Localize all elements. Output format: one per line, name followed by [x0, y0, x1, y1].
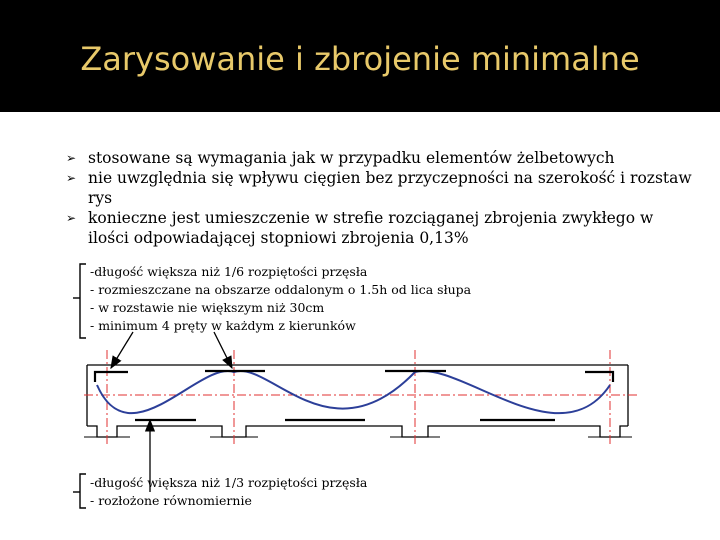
leader-arrow [111, 332, 133, 368]
note-line: - rozłożone równomiernie [90, 493, 252, 508]
arrowhead-bullet-icon: ➢ [66, 171, 77, 185]
slide-title: Zarysowanie i zbrojenie minimalne [80, 40, 640, 78]
tendon-profile [97, 371, 610, 413]
arrowhead-bullet-icon: ➢ [66, 151, 77, 165]
note-line: - w rozstawie nie większym niż 30cm [90, 300, 325, 315]
bullet-text: stosowane są wymagania jak w przypadku elementów żelbetowych [88, 149, 615, 167]
arrowhead-bullet-icon: ➢ [66, 211, 77, 225]
bottom-note-bracket [80, 474, 86, 508]
note-line: -długość większa niż 1/6 rozpiętości przęsła [90, 264, 368, 279]
slab-bottom-edge [87, 426, 628, 437]
leader-arrow [214, 332, 232, 368]
bullet-text: konieczne jest umieszczenie w strefie rozciąganej zbrojenia zwykłego w ilości odpowiadającej stopniowi zbrojenia 0,13% [88, 209, 654, 247]
note-line: - minimum 4 pręty w każdym z kierunków [90, 318, 356, 333]
note-line: - rozmieszczane na obszarze oddalonym o 1.5h od lica słupa [90, 282, 472, 297]
bullet-text: nie uwzględnia się wpływu cięgien bez przyczepności na szerokość i rozstaw rys [88, 169, 692, 207]
top-note-bracket [80, 264, 86, 338]
top-reinforcement-bars [95, 371, 613, 382]
note-line: -długość większa niż 1/3 rozpiętości przęsła [90, 475, 368, 490]
